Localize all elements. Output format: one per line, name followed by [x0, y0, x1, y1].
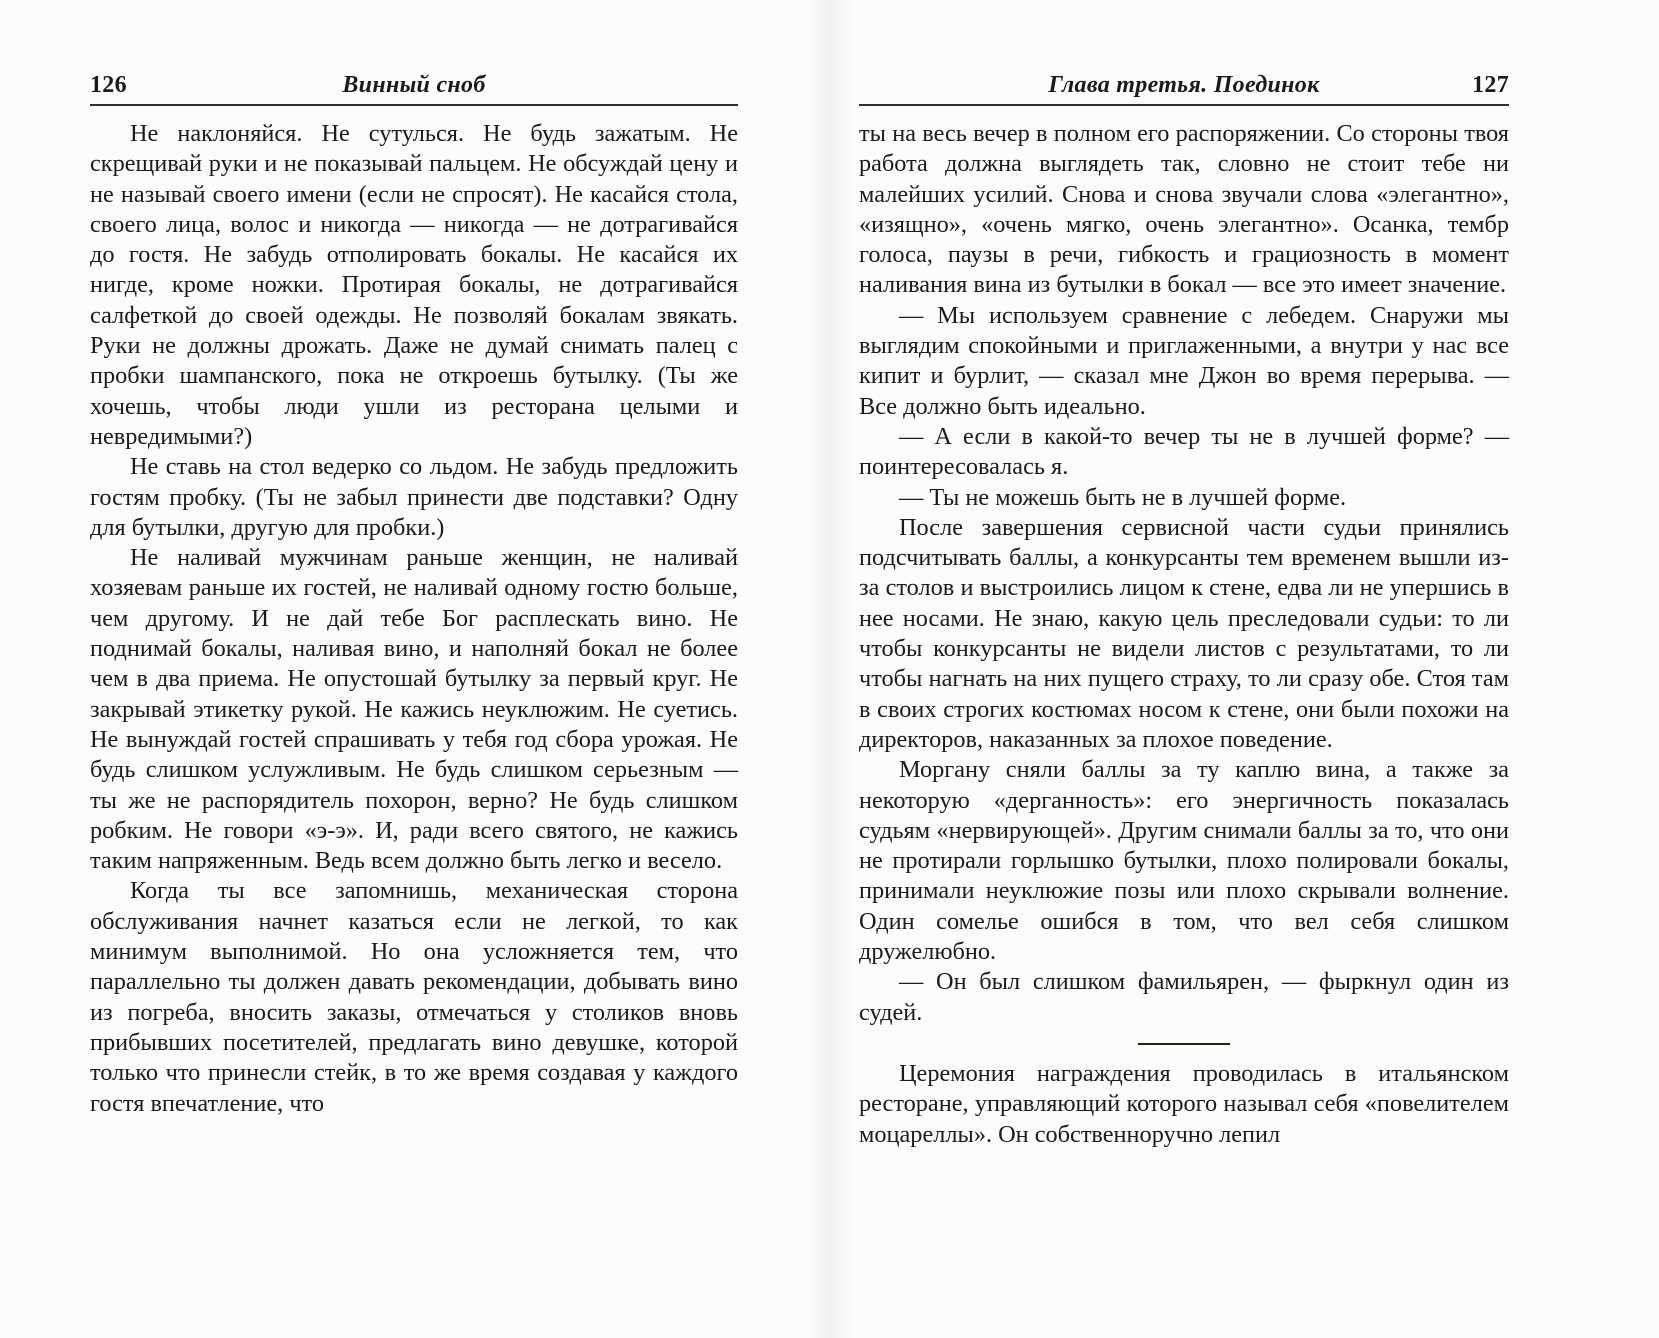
page-left	[0, 0, 829, 1338]
paragraph: Моргану сняли баллы за ту каплю вина, а также за некоторую «дерганность»: его энергичность показалась судьям «нервирующей». Другим снимали баллы за то, что они не протирали горлышко бутылки, плохо полировали бокалы, принимали неуклюжие позы или плохо скрывали волнение. Один сомелье ошибся в том, что вел себя слишком дружелюбно.	[859, 756, 1509, 966]
text-column-right	[859, 72, 1509, 1150]
page-body-right	[859, 119, 1509, 1150]
page-header-left	[90, 72, 738, 99]
header-rule-left	[90, 104, 738, 106]
page-header-right	[859, 72, 1509, 99]
paragraph: Церемония награждения проводилась в итальянском ресторане, управляющий которого называл себя «повелителем моцареллы». Он собственноручно лепил	[859, 1059, 1509, 1148]
text-column-left	[90, 72, 738, 1119]
paragraph: После завершения сервисной части судьи принялись подсчитывать баллы, а конкурсанты тем временем вышли из-за столов и выстроились лицом к стене, едва ли не упершись в нее носами. Не знаю, какую цель преследовали судьи: то ли чтобы конкурсанты не видели листов с результатами, то ли чтобы нагнать на них пущего страху, то ли сразу обе. Стоя там в своих строгих костюмах носом к стене, они были похожи на директоров, наказанных за плохое поведение.	[859, 513, 1509, 753]
page-body-left	[90, 119, 738, 1119]
running-head-left: Винный сноб	[342, 72, 486, 98]
paragraph: Когда ты все запомнишь, механическая сторона обслуживания начнет казаться если не легкой, то как минимум выполнимой. Но она усложняется тем, что параллельно ты должен давать рекомендации, добывать вино из погреба, вносить заказы, отмечаться у столиков вновь прибывших посетителей, предлагать вино девушке, которой только что принесли стейк, в то же время создавая у каждого гостя впечатление, что	[90, 877, 738, 1117]
paragraph: — Ты не можешь быть не в лучшей форме.	[899, 483, 1347, 511]
page-number-right: 127	[1472, 72, 1509, 98]
page-number-left: 126	[90, 72, 127, 98]
paragraph: — Мы используем сравнение с лебедем. Снаружи мы выглядим спокойными и приглаженными, а внутри у нас все кипит и бурлит, — сказал мне Джон во время перерыва. — Все должно быть идеально.	[859, 301, 1509, 420]
paragraph: — А если в какой-то вечер ты не в лучшей форме? — поинтересовалась я.	[859, 422, 1509, 481]
page-right	[829, 0, 1658, 1338]
paragraph: Не ставь на стол ведерко со льдом. Не забудь предложить гостям пробку. (Ты не забыл принести две подставки? Одну для бутылки, другую для пробки.)	[90, 453, 738, 541]
running-head-right: Глава третья. Поединок	[1048, 72, 1320, 98]
paragraph: Не наклоняйся. Не сутулься. Не будь зажатым. Не скрещивай руки и не показывай пальцем. Не обсуждай цену и не называй своего имени (если не спросят). Не касайся стола, своего лица, волос и никогда — никогда — не дотрагивайся до гостя. Не забудь отполировать бокалы. Не касайся их нигде, кроме ножки. Протирая бокалы, не дотрагивайся салфеткой до своей одежды. Не позволяй бокалам звякать. Руки не должны дрожать. Даже не думай снимать палец с пробки шампанского, пока не откроешь бутылку. (Ты же хочешь, чтобы люди ушли из ресторана целыми и невредимыми?)	[90, 120, 738, 450]
paragraph: Не наливай мужчинам раньше женщин, не наливай хозяевам раньше их гостей, не наливай одному гостю больше, чем другому. И не дай тебе Бог расплескать вино. Не поднимай бокалы, наливая вино, и наполняй бокал не более чем в два приема. Не опустошай бутылку за первый круг. Не закрывай этикетку рукой. Не кажись неуклюжим. Не суетись. Не вынуждай гостей спрашивать у тебя год сбора урожая. Не будь слишком услужливым. Не будь слишком серьезным — ты же не распорядитель похорон, верно? Не будь слишком робким. Не говори «э-э». И, ради всего святого, не кажись таким напряженным. Ведь всем должно быть легко и весело.	[90, 544, 738, 875]
section-separator	[1138, 1043, 1230, 1045]
paragraph: — Он был слишком фамильярен, — фыркнул один из судей.	[859, 968, 1509, 1026]
header-rule-right	[859, 104, 1509, 106]
paragraph: ты на весь вечер в полном его распоряжении. Со стороны твоя работа должна выглядеть так, словно не стоит тебе ни малейших усилий. Снова и снова звучали слова «элегантно», «изящно», «очень мягко, очень элегантно». Осанка, тембр голоса, паузы в речи, гибкость и грациозность в момент наливания вина из бутылки в бокал — все это имеет значение.	[859, 120, 1509, 299]
